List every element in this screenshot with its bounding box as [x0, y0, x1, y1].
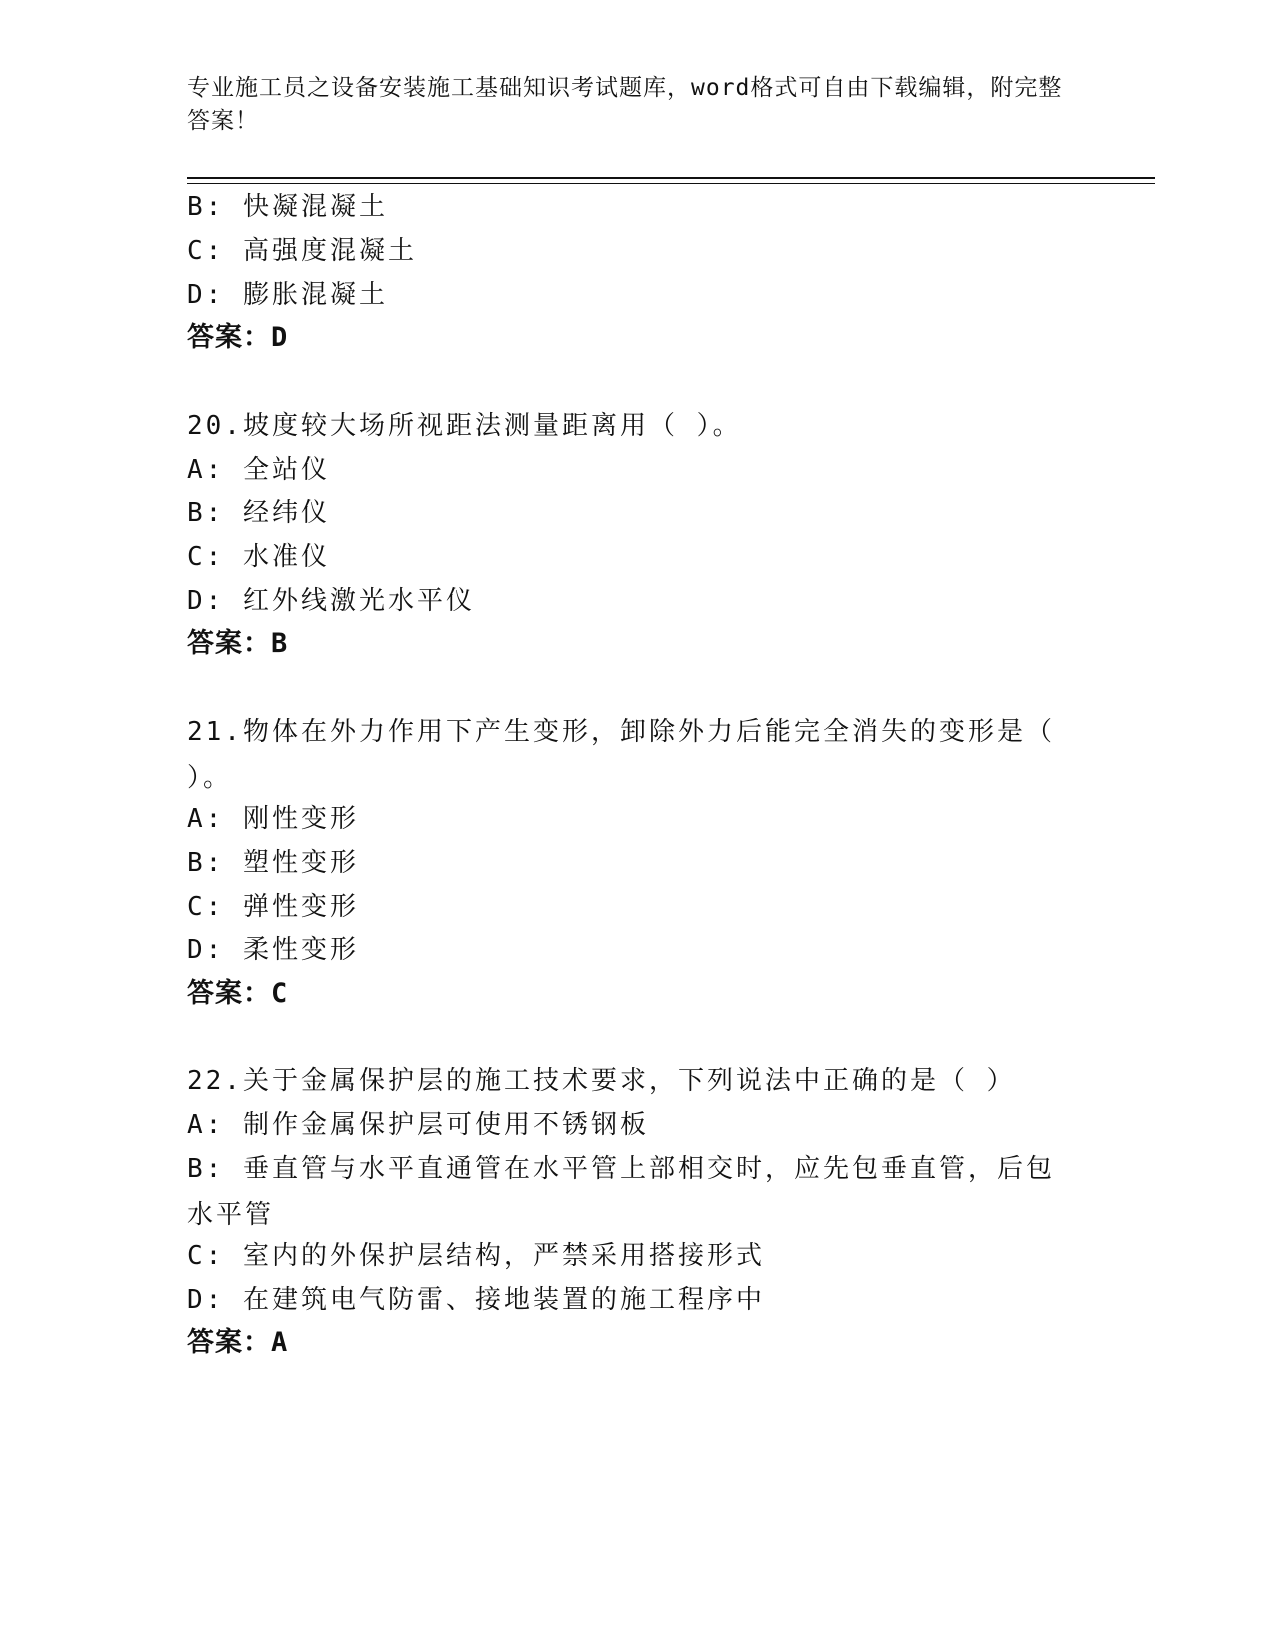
q21-option-d: D: 柔性变形 — [187, 935, 359, 965]
q19-option-c: C: 高强度混凝土 — [187, 236, 417, 266]
q19-answer: 答案：D — [187, 322, 289, 353]
q22-option-d: D: 在建筑电气防雷、接地装置的施工程序中 — [187, 1285, 765, 1315]
header-divider-thick — [187, 177, 1155, 179]
q21-option-a: A: 刚性变形 — [187, 804, 359, 834]
q20-question: 20.坡度较大场所视距法测量距离用（ ）。 — [187, 411, 742, 441]
q21-answer: 答案：C — [187, 978, 289, 1009]
q22-question: 22.关于金属保护层的施工技术要求，下列说法中正确的是（ ） — [187, 1066, 1016, 1096]
q21-question: 21.物体在外力作用下产生变形，卸除外力后能完全消失的变形是（ ）。 — [187, 717, 1055, 793]
q19-option-d: D: 膨胀混凝土 — [187, 280, 388, 310]
q22-answer: 答案：A — [187, 1327, 289, 1358]
q21-option-c: C: 弹性变形 — [187, 892, 359, 922]
q20-answer: 答案：B — [187, 628, 289, 659]
q22-option-c: C: 室内的外保护层结构，严禁采用搭接形式 — [187, 1241, 765, 1271]
document-header: 专业施工员之设备安装施工基础知识考试题库，word格式可自由下载编辑，附完整答案！ — [187, 75, 1063, 134]
q20-option-d: D: 红外线激光水平仪 — [187, 586, 475, 616]
q20-option-c: C: 水准仪 — [187, 542, 330, 572]
q21-option-b: B: 塑性变形 — [187, 848, 359, 878]
q20-option-a: A: 全站仪 — [187, 455, 330, 485]
q22-option-a: A: 制作金属保护层可使用不锈钢板 — [187, 1110, 649, 1140]
q22-option-b: B: 垂直管与水平直通管在水平管上部相交时，应先包垂直管，后包水平管 — [187, 1154, 1055, 1230]
q19-option-b: B: 快凝混凝土 — [187, 192, 388, 222]
q20-option-b: B: 经纬仪 — [187, 498, 330, 528]
